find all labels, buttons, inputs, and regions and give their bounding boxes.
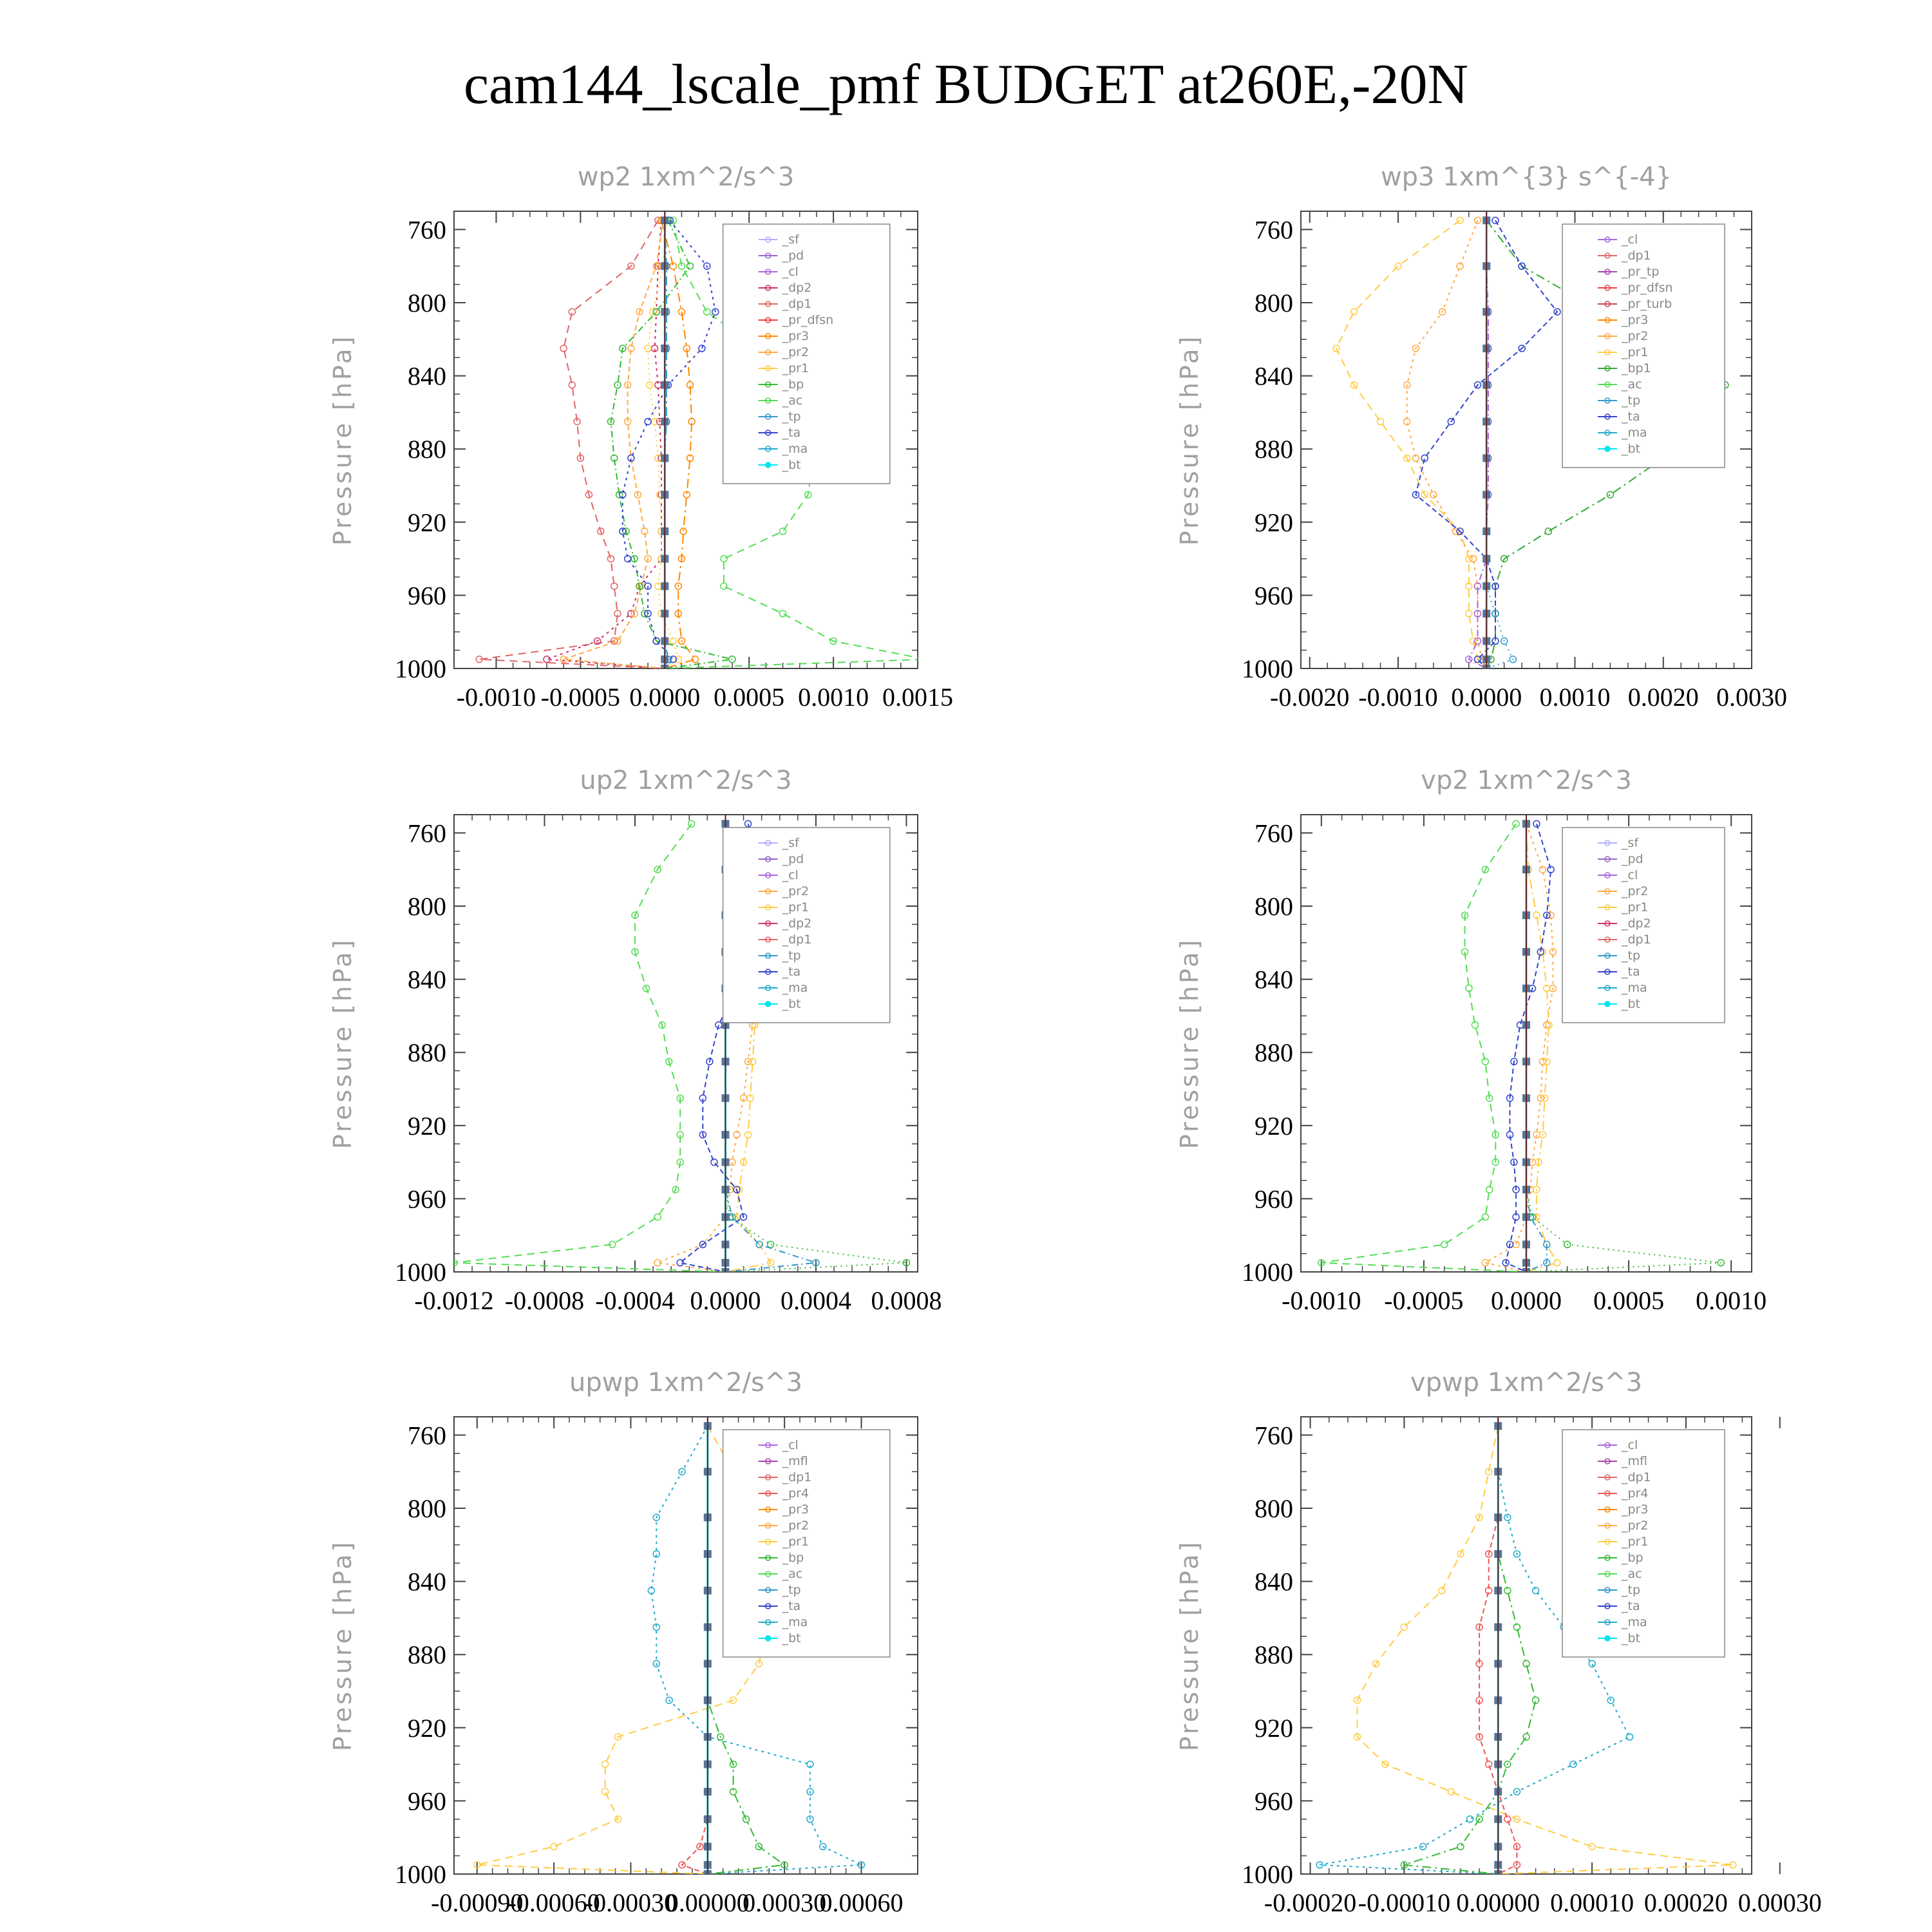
x-tick-label: -0.0005	[540, 683, 621, 712]
data-point	[1570, 1761, 1577, 1768]
y-tick-label: 880	[408, 1640, 446, 1670]
data-point	[923, 656, 929, 663]
data-point	[1378, 419, 1384, 425]
y-tick-label: 1000	[395, 1258, 446, 1287]
data-point	[1517, 1022, 1523, 1028]
series-line-tp	[1486, 220, 1513, 668]
legend-entry: _pr1	[1622, 1535, 1649, 1549]
x-tick-label: 0.0000	[1491, 1286, 1562, 1315]
series-line-pr2	[1485, 824, 1553, 1272]
y-tick-label: 960	[1255, 581, 1293, 611]
legend-entry: _pr4	[782, 1486, 810, 1501]
data-point	[1513, 1241, 1519, 1247]
data-point	[1589, 1660, 1595, 1667]
data-point	[1457, 263, 1463, 269]
legend-marker	[1605, 446, 1610, 451]
legend-entry: _bp	[782, 377, 804, 392]
legend-entry: _ta	[782, 426, 801, 440]
data-point	[699, 345, 705, 352]
legend-marker	[1605, 1001, 1610, 1007]
y-axis-label: Pressure [hPa]	[1175, 1539, 1204, 1752]
legend-entry: _pr_tp	[1622, 265, 1660, 279]
y-tick-label: 960	[1255, 1184, 1293, 1214]
legend-entry: _ac	[1622, 1567, 1642, 1581]
legend-entry: _cl	[782, 1438, 799, 1452]
series-line-dp1	[454, 824, 726, 1272]
y-tick-label: 760	[408, 819, 446, 848]
x-tick-label: 0.00000	[665, 1888, 750, 1917]
legend-entry: _dp1	[1622, 249, 1651, 263]
legend-marker	[766, 1001, 771, 1007]
y-tick-label: 880	[1255, 1038, 1293, 1068]
legend-entry: _ma	[1622, 981, 1647, 995]
legend-entry: _tp	[782, 1583, 801, 1597]
x-tick-label: 0.00030	[1738, 1888, 1822, 1917]
x-tick-label: 0.0010	[1696, 1286, 1767, 1315]
legend-entry: _ta	[1622, 1599, 1640, 1613]
legend-entry: _ma	[782, 1615, 808, 1629]
legend-entry: _mfl	[782, 1454, 808, 1468]
data-point	[1467, 1816, 1473, 1823]
legend-entry: _tp	[1622, 949, 1641, 963]
x-tick-label: -0.0020	[1270, 683, 1350, 712]
legend-entry: _pr2	[1622, 1519, 1649, 1533]
data-point	[1470, 556, 1477, 562]
x-tick-label: 0.0015	[882, 683, 953, 712]
x-tick-label: 0.0020	[1627, 683, 1699, 712]
legend-entry: _pr2	[1622, 884, 1649, 898]
data-point	[607, 556, 614, 562]
y-tick-label: 880	[1255, 435, 1293, 464]
data-point	[1504, 1816, 1511, 1823]
y-axis-label: Pressure [hPa]	[328, 334, 357, 546]
series-line-cl	[1469, 220, 1488, 668]
data-point	[1533, 1587, 1539, 1594]
x-tick-label: -0.00030	[584, 1888, 677, 1917]
series-line-ta	[623, 220, 715, 668]
legend-entry: _bp	[1622, 1551, 1643, 1565]
legend-entry: _pr1	[782, 900, 810, 914]
y-tick-label: 840	[1255, 361, 1293, 391]
y-tick-label: 840	[408, 1567, 446, 1596]
legend-entry: _sf	[782, 836, 799, 850]
legend-entry: _cl	[1622, 1438, 1638, 1452]
y-tick-label: 1000	[395, 654, 446, 683]
legend-entry: _cl	[1622, 868, 1638, 882]
data-point	[544, 656, 550, 663]
y-tick-label: 760	[408, 1421, 446, 1450]
legend-entry: _pr1	[1622, 900, 1649, 914]
y-axis-label: Pressure [hPa]	[1175, 937, 1204, 1150]
data-point	[1430, 491, 1437, 498]
panel-1	[1175, 162, 1787, 712]
legend-entry: _ma	[782, 442, 808, 456]
legend-entry: _cl	[782, 868, 799, 882]
data-point	[611, 583, 618, 589]
y-tick-label: 760	[1255, 819, 1293, 848]
y-tick-label: 880	[1255, 1640, 1293, 1670]
series-line-pr4	[682, 1426, 708, 1874]
legend-entry: _dp2	[782, 281, 812, 295]
y-tick-label: 960	[408, 1184, 446, 1214]
data-point	[721, 583, 727, 589]
legend-entry: _pd	[1622, 852, 1643, 866]
y-tick-label: 760	[408, 215, 446, 245]
data-point	[1401, 1624, 1407, 1631]
legend-entry: _pr1	[782, 1535, 810, 1549]
x-tick-label: -0.0010	[1358, 683, 1438, 712]
panel-title: wp2 1xm^2/s^3	[577, 162, 795, 192]
data-point	[1448, 1788, 1454, 1795]
data-point	[1626, 1734, 1633, 1740]
y-tick-label: 840	[408, 965, 446, 994]
series-line-bp	[611, 220, 733, 668]
legend-entry: _tp	[1622, 1583, 1641, 1597]
series-line-pr1	[1526, 824, 1557, 1272]
legend-entry: _bp1	[1622, 361, 1651, 375]
y-tick-label: 800	[1255, 892, 1293, 921]
legend-entry: _cl	[782, 265, 799, 279]
y-axis-label: Pressure [hPa]	[1175, 334, 1204, 546]
data-point	[768, 1241, 774, 1247]
data-point	[1554, 1260, 1560, 1266]
data-point	[602, 1761, 609, 1768]
legend-entry: _dp1	[782, 933, 812, 947]
legend-entry: _pd	[782, 852, 804, 866]
data-point	[687, 263, 694, 269]
panel-title: up2 1xm^2/s^3	[580, 766, 792, 795]
panel-4	[328, 1368, 918, 1917]
y-axis-label: Pressure [hPa]	[328, 937, 357, 1150]
data-point	[780, 528, 786, 535]
series-line-dp1	[1321, 824, 1526, 1272]
y-tick-label: 920	[1255, 1713, 1293, 1743]
legend-entry: _pd	[782, 249, 804, 263]
x-tick-label: 0.00010	[1550, 1888, 1634, 1917]
data-point	[602, 1788, 609, 1795]
series-line-pr1	[1336, 220, 1486, 668]
series-line-pr3	[661, 220, 695, 668]
data-point	[1457, 1843, 1464, 1850]
x-tick-label: -0.0004	[595, 1286, 675, 1315]
data-point	[1492, 217, 1499, 223]
y-tick-label: 960	[1255, 1786, 1293, 1816]
panel-3	[1175, 766, 1766, 1315]
series-line-pr2	[1407, 220, 1487, 668]
y-tick-label: 840	[1255, 1567, 1293, 1596]
data-point	[645, 419, 651, 425]
legend-entry: _pr1	[782, 361, 810, 375]
panel-5	[1175, 1368, 1822, 1917]
legend-entry: _pr_dfsn	[1622, 281, 1673, 295]
y-tick-label: 960	[408, 581, 446, 611]
series-line-dp2	[547, 220, 665, 668]
series-line-bp	[1404, 1426, 1535, 1874]
legend-entry: _bt	[782, 997, 801, 1011]
x-tick-label: -0.00010	[1358, 1888, 1451, 1917]
legend-entry: _ta	[1622, 410, 1640, 424]
x-tick-label: 0.00020	[1643, 1888, 1728, 1917]
series-line-pr1	[648, 220, 678, 668]
y-tick-label: 800	[408, 289, 446, 317]
legend-entry: _pr3	[1622, 313, 1649, 327]
y-tick-label: 840	[408, 361, 446, 391]
legend-entry: _dp2	[782, 916, 812, 931]
legend-entry: _ta	[782, 965, 801, 979]
legend-entry: _pr1	[1622, 345, 1649, 359]
y-tick-label: 800	[1255, 1494, 1293, 1523]
legend-entry: _dp1	[782, 1470, 812, 1484]
x-tick-label: -0.00060	[507, 1888, 600, 1917]
legend-entry: _pr2	[782, 884, 810, 898]
legend-entry: _tp	[782, 949, 801, 963]
legend-entry: _ma	[1622, 1615, 1647, 1629]
x-tick-label: 0.0000	[690, 1286, 761, 1315]
data-point	[1589, 1843, 1595, 1850]
panel-0	[328, 162, 953, 712]
legend-entry: _pr2	[782, 345, 810, 359]
x-tick-label: 0.0000	[1451, 683, 1522, 712]
legend-entry: _bp	[782, 1551, 804, 1565]
y-tick-label: 800	[1255, 289, 1293, 317]
data-point	[1439, 1587, 1445, 1594]
legend-entry: _bt	[1622, 442, 1641, 456]
legend-entry: _pr_turb	[1622, 297, 1672, 311]
legend-entry: _bt	[782, 458, 801, 472]
legend-entry: _dp1	[1622, 1470, 1651, 1484]
x-tick-label: -0.0010	[456, 683, 536, 712]
legend-entry: _pr4	[1622, 1486, 1649, 1501]
data-point	[1475, 217, 1481, 223]
data-point	[1350, 308, 1357, 315]
series-line-ta	[1506, 824, 1551, 1272]
x-tick-label: 0.00000	[1456, 1888, 1540, 1917]
x-tick-label: 0.0008	[871, 1286, 942, 1315]
y-axis-label: Pressure [hPa]	[328, 1539, 357, 1752]
x-tick-label: 0.0030	[1716, 683, 1787, 712]
y-tick-label: 920	[408, 507, 446, 537]
data-point	[551, 1843, 557, 1850]
y-tick-label: 1000	[1242, 1258, 1293, 1287]
legend-entry: _cl	[1622, 232, 1638, 247]
y-tick-label: 920	[1255, 507, 1293, 537]
legend-entry: _pr2	[782, 1519, 810, 1533]
legend-entry: _ma	[782, 981, 808, 995]
legend-entry: _dp2	[1622, 916, 1651, 931]
x-tick-label: 0.00030	[743, 1888, 827, 1917]
y-tick-label: 880	[408, 435, 446, 464]
data-point	[1482, 1214, 1488, 1220]
panel-title: vpwp 1xm^2/s^3	[1410, 1368, 1643, 1397]
x-tick-label: -0.0008	[504, 1286, 585, 1315]
legend-entry: _tp	[1622, 393, 1641, 408]
y-tick-label: 920	[1255, 1111, 1293, 1141]
series-line-tp	[1526, 824, 1547, 1272]
legend-marker	[766, 1636, 771, 1641]
legend-entry: _pr_dfsn	[782, 313, 834, 327]
y-tick-label: 920	[408, 1111, 446, 1141]
legend-entry: _bt	[782, 1631, 801, 1645]
y-tick-label: 800	[408, 1494, 446, 1523]
y-tick-label: 760	[1255, 1421, 1293, 1450]
legend-entry: _sf	[782, 232, 799, 247]
legend-entry: _bt	[1622, 997, 1641, 1011]
x-tick-label: -0.00020	[1264, 1888, 1357, 1917]
y-tick-label: 800	[408, 892, 446, 921]
y-tick-label: 960	[408, 1786, 446, 1816]
x-tick-label: 0.0010	[798, 683, 869, 712]
data-point	[1607, 491, 1613, 498]
legend-entry: _ta	[782, 1599, 801, 1613]
legend-entry: _pr2	[1622, 329, 1649, 343]
legend-entry: _pr3	[782, 1502, 810, 1517]
data-point	[1539, 866, 1546, 873]
data-point	[1523, 1734, 1530, 1740]
x-tick-label: 0.0005	[1593, 1286, 1665, 1315]
x-tick-label: -0.00090	[431, 1888, 524, 1917]
data-point	[745, 1132, 752, 1138]
data-point	[647, 382, 653, 388]
legend-entry: _ac	[782, 393, 803, 408]
x-tick-label: 0.0000	[629, 683, 701, 712]
legend-entry: _dp1	[782, 297, 812, 311]
y-tick-label: 920	[408, 1713, 446, 1743]
data-point	[1545, 528, 1551, 535]
data-point	[711, 1159, 717, 1166]
y-tick-label: 1000	[1242, 1860, 1293, 1889]
legend-entry: _dp1	[1622, 933, 1651, 947]
y-tick-label: 840	[1255, 965, 1293, 994]
y-tick-label: 880	[408, 1038, 446, 1068]
legend-entry: _sf	[1622, 836, 1639, 850]
data-point	[1486, 1761, 1492, 1768]
legend-entry: _ac	[1622, 377, 1642, 392]
legend-entry: _tp	[782, 410, 801, 424]
x-tick-label: 0.00060	[819, 1888, 904, 1917]
y-tick-label: 1000	[395, 1860, 446, 1889]
y-tick-label: 1000	[1242, 654, 1293, 683]
legend-entry: _ta	[1622, 965, 1640, 979]
data-point	[704, 308, 710, 315]
data-point	[780, 611, 786, 617]
x-tick-label: 0.0010	[1539, 683, 1611, 712]
legend-entry: _pr3	[782, 329, 810, 343]
data-point	[721, 556, 727, 562]
legend-entry: _ac	[782, 1567, 803, 1581]
data-point	[692, 656, 698, 663]
x-tick-label: -0.0005	[1384, 1286, 1464, 1315]
legend-entry: _mfl	[1622, 1454, 1647, 1468]
data-point	[1395, 263, 1401, 269]
x-tick-label: -0.0012	[414, 1286, 494, 1315]
data-point	[1441, 1241, 1448, 1247]
x-tick-label: -0.0010	[1282, 1286, 1361, 1315]
panel-title: upwp 1xm^2/s^3	[569, 1368, 802, 1397]
x-tick-label: 0.0005	[714, 683, 785, 712]
panel-2	[328, 766, 942, 1315]
data-point	[654, 1214, 661, 1220]
x-tick-label: 0.0004	[780, 1286, 851, 1315]
data-point	[1548, 866, 1554, 873]
legend-entry: _bt	[1622, 1631, 1641, 1645]
legend-marker	[1605, 1636, 1610, 1641]
legend-entry: _ma	[1622, 426, 1647, 440]
panel-title: vp2 1xm^2/s^3	[1421, 766, 1632, 795]
figure-title: cam144_lscale_pmf BUDGET at260E,-20N	[463, 53, 1469, 116]
panel-title: wp3 1xm^{3} s^{-4}	[1380, 162, 1672, 192]
legend-marker	[766, 462, 771, 468]
y-tick-label: 760	[1255, 215, 1293, 245]
legend-entry: _pr3	[1622, 1502, 1649, 1517]
